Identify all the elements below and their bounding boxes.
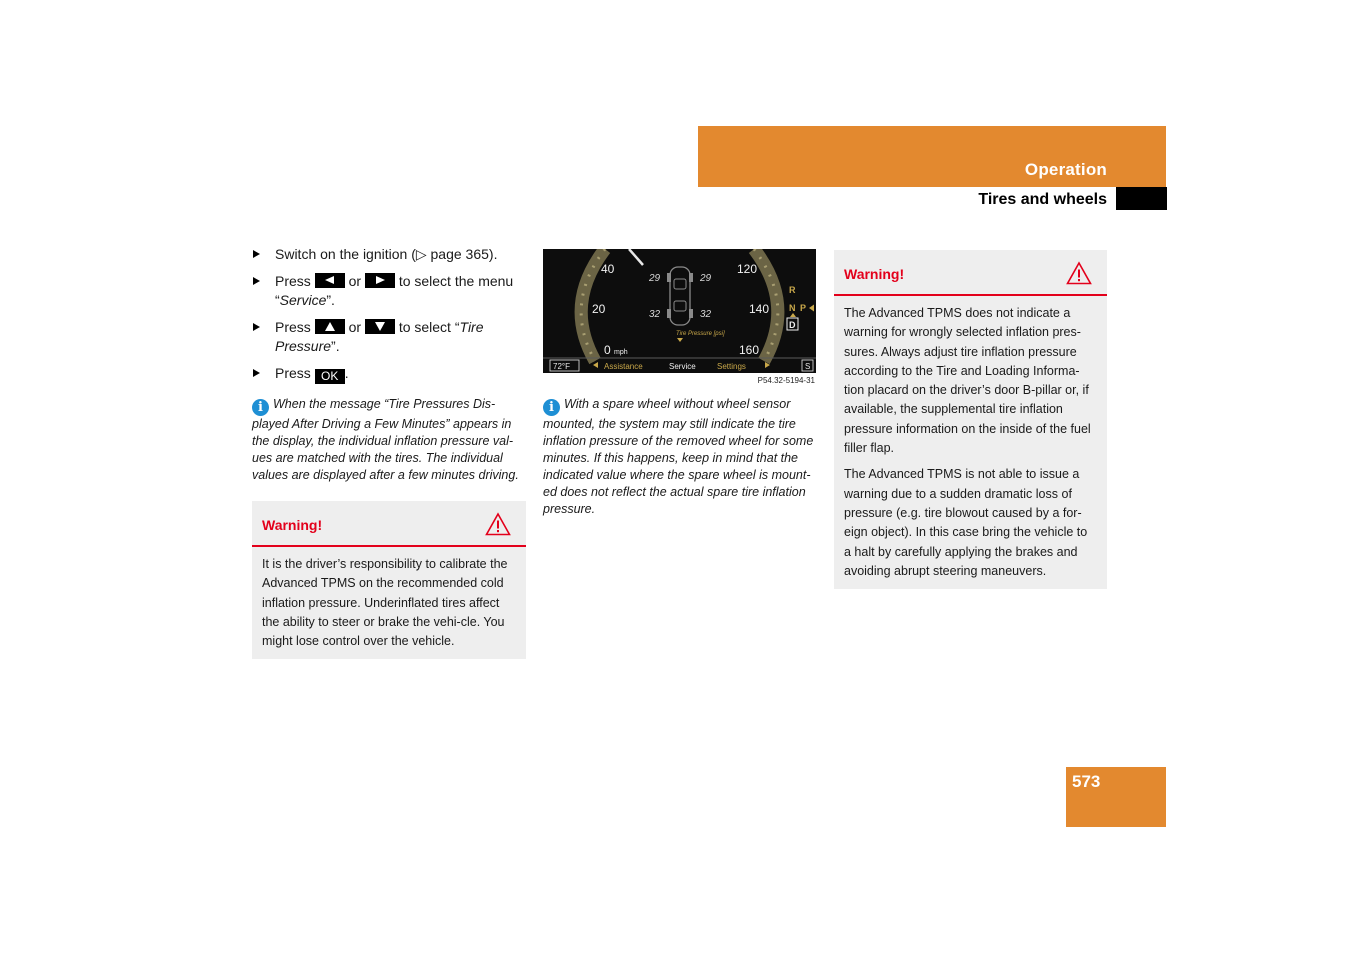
mode-indicator: S (805, 362, 811, 371)
gear-n: N (789, 303, 796, 313)
step-press-ok: Press OK . (252, 364, 526, 384)
speed-label: 140 (749, 302, 770, 316)
warning-body: It is the driver’s responsibility to calibrate the Advanced TPMS on the recommended cold inflation pressure. Underinflated tires affect the ability to steer or brake the vehi-cle. You might lose control over the vehicle. (262, 557, 508, 649)
info-icon: i (252, 399, 269, 416)
tire-pressure-rear-right: 32 (700, 309, 712, 320)
figure-code: P54.32-5194-31 (757, 376, 815, 385)
bullet-arrow-icon (253, 250, 260, 258)
menu-settings: Settings (717, 362, 746, 371)
instrument-cluster-graphic (543, 249, 816, 373)
temperature-readout: 72°F (553, 362, 570, 371)
column-right (834, 250, 1107, 589)
speed-needle (629, 249, 643, 265)
step-select-tire-pressure: Press or to select “Tire Pressure”. (252, 318, 526, 356)
speed-label: 20 (592, 302, 606, 316)
header-tab-marker (1116, 187, 1167, 210)
menu-left-arrow-icon (593, 362, 598, 368)
scroll-down-icon (677, 338, 683, 342)
warning-box-calibration (252, 501, 526, 659)
warning-title: Warning! (844, 266, 905, 282)
instrument-cluster-display (543, 249, 816, 373)
right-arrow-key-icon (365, 273, 395, 288)
speed-label: 120 (737, 262, 758, 276)
column-left (252, 245, 526, 659)
speed-label: 40 (601, 262, 615, 276)
warning-box-tpms (834, 250, 1107, 589)
up-arrow-key-icon (315, 319, 345, 334)
speed-unit: mph (614, 349, 628, 356)
menu-name-service: Service (279, 292, 327, 308)
subsection-title: Tires and wheels (978, 191, 1107, 208)
gear-p: P (800, 303, 807, 313)
warning-triangle-icon (1066, 261, 1092, 285)
page-reference-link[interactable]: ▷ page 365 (415, 246, 489, 262)
info-icon: i (543, 399, 560, 416)
speed-label: 160 (739, 343, 760, 357)
gear-r: R (789, 285, 796, 295)
info-note-calibration: i When the message “Tire Pressures Dis-played After Driving a Few Minutes” appears in the display, the individual inflation pressure val-ues are matched with the tires. The individual values are displayed after a few minutes driving. (252, 397, 519, 482)
tire-pressure-front-left: 29 (649, 273, 661, 284)
down-arrow-key-icon (365, 319, 395, 334)
column-middle (543, 249, 817, 518)
warning-title: Warning! (262, 517, 323, 533)
page-number: 573 (1072, 772, 1101, 791)
step-select-service: Press or to select the menu “Service”. (252, 272, 526, 310)
tire-pressure-front-right: 29 (700, 273, 712, 284)
warning-header (252, 501, 526, 547)
ok-key-icon: OK (315, 369, 345, 384)
warning-header (834, 250, 1107, 296)
bullet-arrow-icon (253, 323, 260, 331)
menu-service: Service (669, 362, 696, 371)
tire-pressure-label: Tire Pressure [psi] (676, 331, 725, 337)
warning-triangle-icon (485, 512, 511, 536)
tire-pressure-rear-left: 32 (649, 309, 661, 320)
warning-body: The Advanced TPMS does not indicate a warning for wrongly selected inflation pres-sures. Always adjust tire inflation pressure according to the Tire and Loading Informa-tion placard on the driver’s door B-pillar or, if available, the supplemental tire inflation pressure information on the inside of the fuel filler flap. The Advanced TPMS is not able to issue a warning due to a sudden dramatic loss of pressure (e.g. tire blowout caused by a for-eign object). In this case bring the vehicle to a halt by carefully applying the brakes and avoiding abrupt steering maneuvers. (844, 306, 1091, 578)
speed-label: 0 (604, 343, 611, 357)
gear-pointer-icon (809, 305, 814, 312)
car-top-view-icon (667, 267, 693, 325)
info-note-spare-wheel: i With a spare wheel without wheel sensor mounted, the system may still indicate the tire inflation pressure of the removed wheel for some minutes. If this happens, keep in mind that the indicated value where the spare wheel is mount-ed does not reflect the actual spare tire inflation pressure. (543, 397, 814, 516)
gear-d: D (789, 320, 796, 330)
menu-name-tire-pressure: Tire Pressure (275, 319, 484, 354)
bullet-arrow-icon (253, 369, 260, 377)
menu-assistance: Assistance (604, 362, 643, 371)
left-arrow-key-icon (315, 273, 345, 288)
section-title: Operation (1024, 160, 1107, 179)
bullet-arrow-icon (253, 277, 260, 285)
step-ignition: Switch on the ignition (▷ page 365). (252, 245, 526, 264)
gear-up-icon (790, 313, 796, 317)
